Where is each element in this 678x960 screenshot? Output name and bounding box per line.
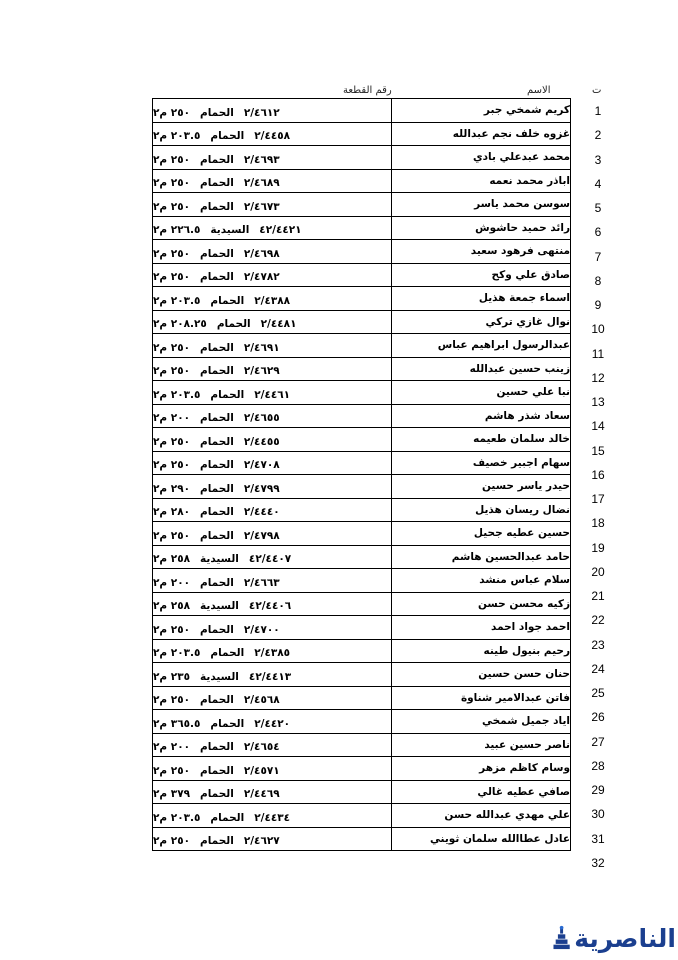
row-number: 6	[594, 225, 602, 240]
plot-info	[153, 788, 280, 800]
plot-area-name: الحمام	[200, 459, 234, 472]
plot-size: ٢٠٨.٢٥ م٢	[153, 318, 207, 331]
plot-number: ٢/٤٥٦٨	[243, 694, 280, 707]
plot-cell	[153, 592, 392, 616]
plot-size: ٢٥٠ م٢	[153, 529, 191, 542]
plot-cell	[153, 357, 392, 381]
table-row	[153, 146, 571, 170]
plot-number: ٢/٤٤٨١	[260, 318, 297, 331]
plot-info	[153, 741, 280, 753]
table-row	[153, 169, 571, 193]
plot-info	[153, 295, 290, 307]
plot-area-name: الحمام	[200, 764, 234, 777]
plot-size: ٢٢٦.٥ م٢	[153, 224, 201, 237]
table-row	[153, 616, 571, 640]
plot-cell	[153, 381, 392, 405]
plot-size: ٢٥٠ م٢	[153, 435, 191, 448]
row-number: 29	[591, 783, 605, 797]
row-number: 30	[591, 807, 605, 822]
plot-info	[153, 600, 291, 612]
plot-area-name: الحمام	[200, 106, 234, 119]
table-row	[153, 404, 571, 428]
table-row	[153, 310, 571, 334]
plot-info	[153, 624, 280, 636]
plot-area-name: الحمام	[200, 271, 234, 284]
plot-area-name: الحمام	[210, 717, 245, 730]
name-cell: صافي عطيه غالي	[392, 780, 571, 804]
plot-area-name: الحمام	[200, 365, 234, 378]
name-cell: حيدر ياسر حسين	[392, 475, 571, 499]
plot-info	[153, 718, 290, 730]
table-row	[153, 733, 571, 757]
table-row	[153, 545, 571, 569]
row-number: 31	[591, 831, 605, 846]
plot-size: ٢٥٠ م٢	[153, 835, 191, 848]
plot-size: ٢٥٠ م٢	[153, 365, 191, 378]
row-number: 22	[591, 613, 605, 628]
plot-size: ٢٠٣.٥ م٢	[153, 294, 201, 307]
column-header-name: الاسم	[527, 85, 551, 96]
table-row	[153, 475, 571, 499]
plot-area-name: الحمام	[200, 482, 234, 495]
plot-size: ٢٠٣.٥ م٢	[153, 647, 201, 660]
name-cell: سهام اجبير خصيف	[392, 451, 571, 475]
table-row	[153, 99, 571, 123]
table-row	[153, 216, 571, 240]
row-number: 24	[591, 661, 605, 676]
name-cell: وسام كاظم مزهر	[392, 757, 571, 781]
ziggurat-logo-icon	[552, 921, 571, 955]
table-row	[153, 451, 571, 475]
plot-area-name: الحمام	[216, 318, 251, 331]
recipients-table	[152, 98, 571, 851]
plot-size: ٢٠٣.٥ م٢	[153, 811, 201, 824]
plot-cell	[153, 710, 392, 734]
name-cell: سعاد شذر هاشم	[392, 404, 571, 428]
plot-cell	[153, 663, 392, 687]
name-cell: عادل عطاالله سلمان ثويني	[392, 827, 571, 851]
row-number: 4	[594, 176, 602, 191]
plot-area-name: الحمام	[210, 647, 245, 660]
plot-area-name: الحمام	[210, 811, 245, 824]
plot-size: ٢٨٠ م٢	[153, 506, 191, 519]
plot-number: ٢/٤٤٥٨	[254, 130, 291, 143]
plot-number: ٢/٤٤٤٠	[243, 506, 280, 519]
table-row	[153, 710, 571, 734]
plot-number: ٢/٤٣٨٥	[254, 647, 291, 660]
plot-number: ٢/٤٦٢٧	[243, 835, 280, 848]
plot-info	[153, 577, 280, 589]
name-cell: ناصر حسين عبيد	[392, 733, 571, 757]
column-header-plot: رقم القطعة	[343, 85, 392, 96]
plot-size: ٢٥٠ م٢	[153, 623, 191, 636]
plot-area-name: الحمام	[210, 294, 245, 307]
plot-cell	[153, 686, 392, 710]
name-cell: حنان حسن حسين	[392, 663, 571, 687]
row-number: 3	[594, 152, 602, 167]
name-cell: نبا علي حسين	[392, 381, 571, 405]
table-row	[153, 804, 571, 828]
name-cell: اياد جميل شمخي	[392, 710, 571, 734]
plot-area-name: الحمام	[200, 576, 234, 589]
plot-cell	[153, 310, 392, 334]
table-row	[153, 522, 571, 546]
plot-number: ٢/٤٦٢٩	[243, 365, 280, 378]
plot-number: ٢/٤٦١٢	[243, 106, 280, 119]
name-cell: علي مهدي عبدالله حسن	[392, 804, 571, 828]
plot-size: ٢٥٠ م٢	[153, 177, 191, 190]
plot-size: ٢٥٠ م٢	[153, 764, 191, 777]
row-number: 11	[591, 346, 605, 361]
plot-number: ٢/٤٦٦٣	[243, 576, 280, 589]
plot-number: ٢/٤٤٥٥	[243, 435, 280, 448]
plot-cell	[153, 545, 392, 569]
plot-cell	[153, 639, 392, 663]
plot-area-name: الحمام	[200, 741, 234, 754]
plot-area-name: الحمام	[200, 153, 234, 166]
plot-info	[153, 553, 291, 565]
name-cell: حامد عبدالحسين هاشم	[392, 545, 571, 569]
plot-number: ٤٢/٤٤٠٧	[248, 553, 292, 566]
row-number: 16	[591, 467, 605, 482]
plot-number: ٢/٤٥٧١	[243, 764, 280, 777]
name-cell: خالد سلمان طعيمه	[392, 428, 571, 452]
plot-number: ٢/٤٦٩٣	[243, 153, 280, 166]
plot-cell	[153, 216, 392, 240]
plot-size: ٣٧٩ م٢	[153, 788, 191, 801]
plot-info	[153, 436, 280, 448]
plot-area-name: السيدية	[200, 600, 239, 613]
table-row	[153, 334, 571, 358]
plot-info	[153, 835, 280, 847]
plot-info	[153, 271, 280, 283]
row-number: 32	[591, 855, 605, 870]
plot-info	[153, 812, 290, 824]
column-header-number: ت	[592, 85, 602, 96]
plot-info	[153, 647, 290, 659]
row-number: 17	[591, 492, 605, 506]
plot-size: ٣٦٥.٥ م٢	[153, 717, 201, 730]
row-number: 1	[594, 104, 602, 118]
plot-size: ٢٣٥ م٢	[153, 670, 191, 683]
plot-area-name: الحمام	[200, 788, 234, 801]
plot-size: ٢٥٠ م٢	[153, 271, 191, 284]
plot-size: ٢٠٠ م٢	[153, 576, 191, 589]
row-number: 27	[591, 734, 605, 749]
table-row	[153, 569, 571, 593]
plot-number: ٢/٤٤٣٤	[254, 811, 291, 824]
plot-cell	[153, 263, 392, 287]
name-cell: اباذر محمد نعمه	[392, 169, 571, 193]
plot-size: ٢٥٠ م٢	[153, 247, 191, 260]
plot-size: ٢٥٨ م٢	[153, 553, 191, 566]
row-number: 8	[594, 273, 602, 288]
plot-cell	[153, 334, 392, 358]
plot-size: ٢٥٨ م٢	[153, 600, 191, 613]
plot-area-name: الحمام	[200, 835, 234, 848]
plot-number: ٢/٤٦٧٣	[243, 200, 280, 213]
plot-cell	[153, 287, 392, 311]
row-number: 13	[591, 395, 605, 409]
name-cell: حسين عطيه جحيل	[392, 522, 571, 546]
name-cell: صادق علي وكح	[392, 263, 571, 287]
table-row	[153, 498, 571, 522]
plot-area-name: الحمام	[200, 694, 234, 707]
name-cell: فاتن عبدالامير شناوة	[392, 686, 571, 710]
plot-number: ٢/٤٦٩١	[243, 341, 280, 354]
plot-cell	[153, 827, 392, 851]
row-number: 26	[591, 710, 605, 725]
table-row	[153, 827, 571, 851]
plot-number: ٢/٤٦٩٨	[243, 247, 280, 260]
plot-cell	[153, 733, 392, 757]
plot-size: ٢٩٠ م٢	[153, 482, 191, 495]
plot-cell	[153, 240, 392, 264]
table-row	[153, 357, 571, 381]
plot-area-name: الحمام	[210, 388, 245, 401]
plot-area-name: السيدية	[200, 553, 239, 566]
plot-size: ٢٠٣.٥ م٢	[153, 388, 201, 401]
row-number: 21	[591, 589, 605, 603]
plot-info	[153, 224, 302, 236]
plot-size: ٢٥٠ م٢	[153, 694, 191, 707]
name-cell: نضال ريسان هذيل	[392, 498, 571, 522]
plot-number: ٢/٤٦٥٤	[243, 741, 280, 754]
plot-cell	[153, 146, 392, 170]
plot-info	[153, 107, 280, 119]
plot-number: ٢/٤٣٨٨	[254, 294, 291, 307]
table-row	[153, 592, 571, 616]
name-cell: سلام عباس منشد	[392, 569, 571, 593]
plot-info	[153, 483, 280, 495]
row-number: 18	[591, 516, 605, 531]
plot-info	[153, 530, 280, 542]
plot-size: ٢٥٠ م٢	[153, 341, 191, 354]
table-row	[153, 686, 571, 710]
plot-number: ٢/٤٦٥٥	[243, 412, 280, 425]
name-cell: رحيم بنيول طينه	[392, 639, 571, 663]
plot-cell	[153, 498, 392, 522]
row-number: 25	[591, 686, 605, 700]
table-row	[153, 381, 571, 405]
name-cell: اسماء جمعة هذيل	[392, 287, 571, 311]
row-number: 5	[594, 201, 602, 215]
plot-cell	[153, 804, 392, 828]
plot-info	[153, 694, 280, 706]
plot-info	[153, 389, 290, 401]
plot-cell	[153, 404, 392, 428]
row-number: 23	[591, 637, 605, 652]
plot-size: ٢٠٣.٥ م٢	[153, 130, 201, 143]
plot-cell	[153, 122, 392, 146]
table-row	[153, 757, 571, 781]
plot-area-name: السيدية	[200, 670, 239, 683]
table-row	[153, 287, 571, 311]
plot-info	[153, 412, 280, 424]
name-cell: سوسن محمد ياسر	[392, 193, 571, 217]
plot-area-name: الحمام	[200, 341, 234, 354]
plot-size: ٢٠٠ م٢	[153, 412, 191, 425]
plot-number: ٢/٤٧٩٩	[243, 482, 280, 495]
plot-number: ٢/٤٤٦١	[254, 388, 291, 401]
row-number: 19	[591, 540, 605, 555]
table-row	[153, 663, 571, 687]
plot-size: ٢٥٠ م٢	[153, 153, 191, 166]
plot-cell	[153, 780, 392, 804]
row-number: 15	[591, 443, 605, 458]
plot-number: ٤٢/٤٤٢١	[259, 224, 302, 237]
name-cell: زكيه محسن حسن	[392, 592, 571, 616]
plot-number: ٢/٤٤٢٠	[254, 717, 291, 730]
plot-info	[153, 318, 297, 330]
row-number: 12	[591, 370, 605, 385]
row-number: 7	[594, 249, 602, 264]
plot-size: ٢٥٠ م٢	[153, 106, 191, 119]
plot-area-name: الحمام	[200, 529, 234, 542]
name-cell: احمد جواد احمد	[392, 616, 571, 640]
name-cell: كريم شمخي جبر	[392, 99, 571, 123]
plot-cell	[153, 193, 392, 217]
table-row	[153, 122, 571, 146]
table-row	[153, 240, 571, 264]
plot-info	[153, 365, 280, 377]
plot-area-name: الحمام	[200, 435, 234, 448]
name-cell: منتهى فرهود سعيد	[392, 240, 571, 264]
plot-number: ٢/٤٧٠٨	[243, 459, 280, 472]
row-number: 10	[591, 322, 605, 337]
row-number: 14	[591, 419, 605, 434]
plot-size: ٢٥٠ م٢	[153, 200, 191, 213]
plot-number: ٢/٤٤٦٩	[243, 788, 280, 801]
plot-info	[153, 201, 280, 213]
plot-info	[153, 177, 280, 189]
plot-area-name: الحمام	[200, 506, 234, 519]
plot-info	[153, 506, 280, 518]
row-number: 28	[591, 758, 605, 773]
plot-cell	[153, 99, 392, 123]
plot-size: ٢٥٠ م٢	[153, 459, 191, 472]
plot-number: ٢/٤٦٨٩	[243, 177, 280, 190]
name-cell: عبدالرسول ابراهيم عباس	[392, 334, 571, 358]
plot-number: ٢/٤٧٩٨	[243, 529, 280, 542]
table-row	[153, 639, 571, 663]
plot-number: ٢/٤٧٨٢	[243, 271, 280, 284]
plot-info	[153, 459, 280, 471]
plot-area-name: الحمام	[200, 623, 234, 636]
plot-cell	[153, 569, 392, 593]
plot-info	[153, 342, 280, 354]
plot-cell	[153, 169, 392, 193]
plot-area-name: السيدية	[210, 224, 250, 237]
plot-cell	[153, 616, 392, 640]
plot-area-name: الحمام	[200, 177, 234, 190]
name-cell: زينب حسين عبدالله	[392, 357, 571, 381]
plot-info	[153, 248, 280, 260]
site-logo	[552, 918, 676, 958]
table-row	[153, 780, 571, 804]
plot-info	[153, 154, 280, 166]
plot-cell	[153, 757, 392, 781]
plot-cell	[153, 428, 392, 452]
logo-text: الناصرية	[574, 923, 676, 953]
plot-number: ٢/٤٧٠٠	[243, 623, 280, 636]
plot-info	[153, 130, 290, 142]
row-number: 2	[594, 128, 602, 143]
table-row	[153, 193, 571, 217]
plot-info	[153, 765, 280, 777]
table-row	[153, 428, 571, 452]
plot-size: ٢٠٠ م٢	[153, 741, 191, 754]
name-cell: غزوه خلف نجم عبدالله	[392, 122, 571, 146]
plot-info	[153, 671, 291, 683]
plot-cell	[153, 451, 392, 475]
table-row	[153, 263, 571, 287]
name-cell: محمد عبدعلي بادي	[392, 146, 571, 170]
plot-cell	[153, 522, 392, 546]
plot-area-name: الحمام	[210, 130, 245, 143]
row-number: 20	[591, 564, 605, 579]
plot-number: ٤٢/٤٤١٣	[248, 670, 292, 683]
name-cell: نوال غازي تركي	[392, 310, 571, 334]
row-number: 9	[594, 298, 602, 312]
plot-area-name: الحمام	[200, 247, 234, 260]
name-cell: رائد حميد حاشوش	[392, 216, 571, 240]
plot-number: ٤٢/٤٤٠٦	[248, 600, 292, 613]
plot-area-name: الحمام	[200, 412, 234, 425]
plot-area-name: الحمام	[200, 200, 234, 213]
plot-cell	[153, 475, 392, 499]
